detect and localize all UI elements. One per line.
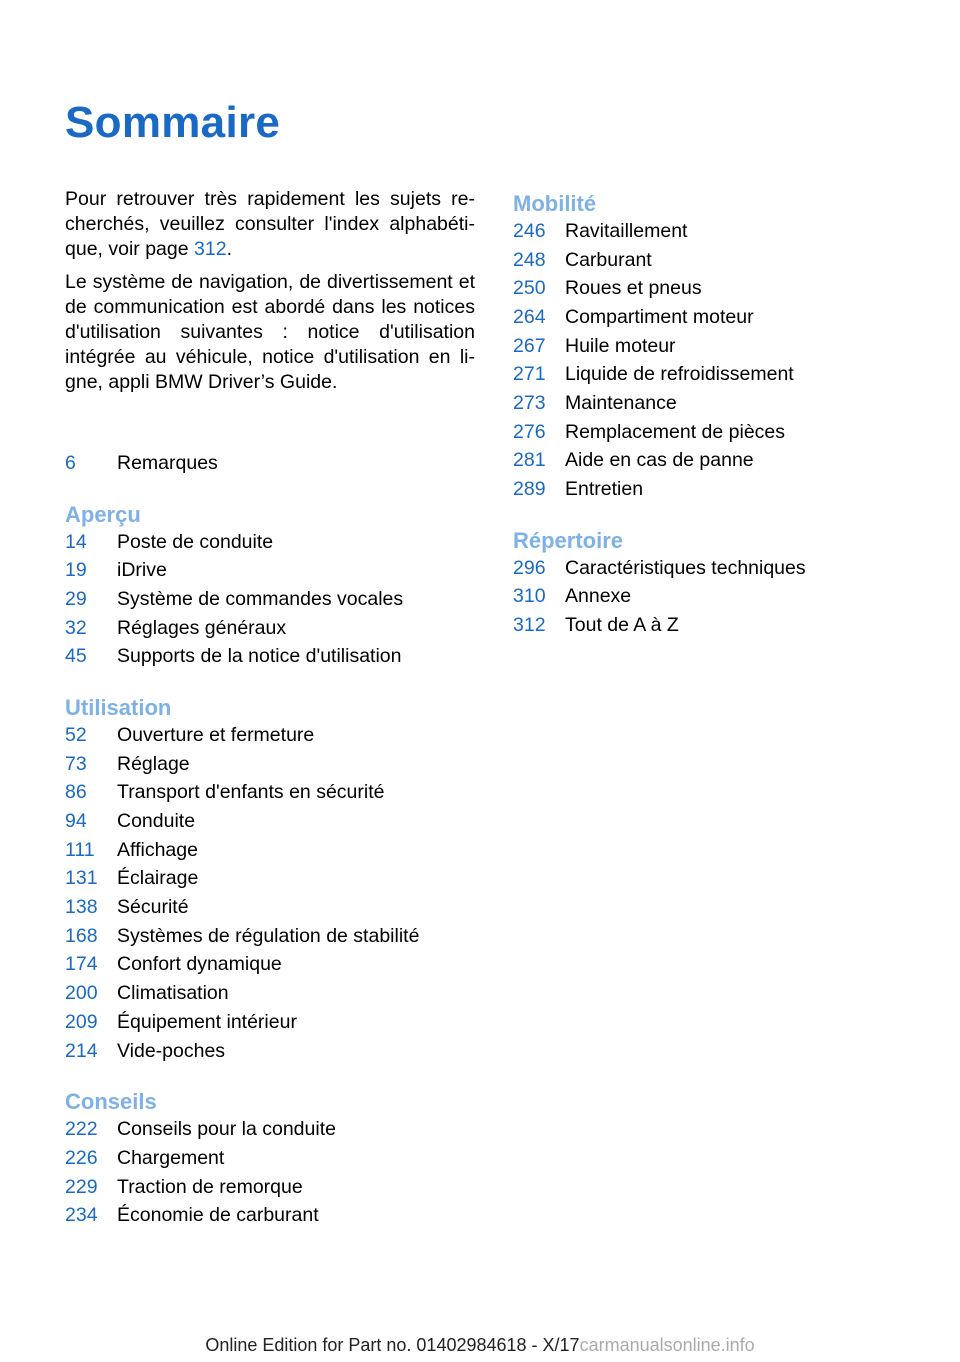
toc-entry-title[interactable]: Chargement xyxy=(117,1146,225,1169)
watermark-text: carmanualsonline.info xyxy=(579,1335,755,1355)
toc-entry-title[interactable]: Roues et pneus xyxy=(565,277,702,300)
section-heading: Aperçu xyxy=(65,501,141,527)
toc-entry[interactable] xyxy=(65,922,475,951)
toc-entry[interactable] xyxy=(513,418,923,447)
edition-text: Online Edition for Part no. 01402984618 - X/17 xyxy=(205,1335,580,1355)
toc-page-number[interactable]: 289 xyxy=(513,478,546,501)
toc-entry-title[interactable]: Tout de A à Z xyxy=(565,614,679,637)
section-heading: Répertoire xyxy=(513,527,624,553)
toc-entry[interactable] xyxy=(513,447,923,476)
toc-page-number[interactable]: 45 xyxy=(65,645,87,668)
toc-entry[interactable] xyxy=(513,583,923,612)
toc-entry[interactable] xyxy=(513,303,923,332)
toc-entry-title[interactable]: Éclairage xyxy=(117,867,199,890)
toc-entry[interactable] xyxy=(65,1115,475,1144)
toc-entry[interactable] xyxy=(65,1201,475,1230)
toc-section-mobilite xyxy=(513,187,923,504)
toc-entry[interactable] xyxy=(513,274,923,303)
toc-entry-title[interactable]: Conduite xyxy=(117,810,196,833)
toc-entry[interactable] xyxy=(65,642,475,671)
toc-entry-title[interactable]: Climatisation xyxy=(117,982,229,1005)
toc-page-number[interactable]: 73 xyxy=(65,752,87,775)
toc-page-number[interactable]: 14 xyxy=(65,530,87,553)
toc-page-number[interactable]: 226 xyxy=(65,1146,98,1169)
toc-entry[interactable] xyxy=(513,217,923,246)
toc-entry[interactable] xyxy=(65,836,475,865)
toc-entry[interactable] xyxy=(65,893,475,922)
section-heading: Conseils xyxy=(65,1089,157,1115)
toc-section-repertoire xyxy=(513,520,923,640)
toc-entry[interactable] xyxy=(513,389,923,418)
toc-entry-title[interactable]: Conseils pour la conduite xyxy=(117,1118,336,1141)
toc-entry-title[interactable]: Aide en cas de panne xyxy=(565,449,754,472)
toc-entry[interactable] xyxy=(65,585,475,614)
toc-page-number[interactable]: 111 xyxy=(65,838,95,861)
toc-entry-title[interactable]: Annexe xyxy=(565,585,632,608)
footer xyxy=(0,1335,960,1356)
toc-entry[interactable] xyxy=(65,951,475,980)
toc-page-number[interactable]: 276 xyxy=(513,420,546,443)
toc-page-number[interactable]: 209 xyxy=(65,1010,98,1033)
intro-text-part: . xyxy=(226,238,232,260)
toc-entry-title[interactable]: Remplacement de pièces xyxy=(565,420,786,443)
toc-entry-title[interactable]: Entretien xyxy=(565,478,644,501)
toc-entry[interactable] xyxy=(65,865,475,894)
toc-entry[interactable] xyxy=(65,1144,475,1173)
toc-entry-title[interactable]: Affichage xyxy=(117,838,198,861)
toc-entry-title[interactable]: Ravitaillement xyxy=(565,219,688,242)
toc-page-number[interactable]: 214 xyxy=(65,1039,98,1062)
toc-entry-title[interactable]: Caractéristiques techniques xyxy=(565,556,806,579)
toc-page-number[interactable]: 86 xyxy=(65,781,87,804)
toc-page-number[interactable]: 200 xyxy=(65,982,98,1005)
section-gap xyxy=(65,671,475,687)
section-gap xyxy=(513,504,923,520)
toc-entry-title[interactable]: iDrive xyxy=(117,559,167,582)
toc-entry-title[interactable]: Maintenance xyxy=(565,391,677,414)
toc-entry-title[interactable]: Équipement intérieur xyxy=(117,1010,297,1033)
toc-page-number[interactable]: 6 xyxy=(65,451,76,474)
toc-entry-title[interactable]: Carburant xyxy=(565,248,652,271)
toc-page-number[interactable]: 131 xyxy=(65,867,98,890)
toc-entry[interactable] xyxy=(65,1173,475,1202)
toc-entry[interactable] xyxy=(65,528,475,557)
toc-entry-title[interactable]: Vide-poches xyxy=(117,1039,226,1062)
toc-entry-title[interactable]: Supports de la notice d'utilisation xyxy=(117,645,402,668)
toc-page-number[interactable]: 267 xyxy=(513,334,546,357)
toc-entry-title[interactable]: Compartiment moteur xyxy=(565,305,754,328)
toc-entry-title[interactable]: Traction de remorque xyxy=(117,1175,303,1198)
intro-paragraph-1 xyxy=(65,187,475,262)
toc-page-number[interactable]: 138 xyxy=(65,896,98,919)
intro-paragraph-2: Le système de navigation, de divertissement et de communication est abordé dans les notices d'utilisation suivantes : notice d'utilisation intégrée au véhicule, notice d'utilisation en ligne, appli BMW Driver’s Guide. xyxy=(65,271,475,393)
toc-page-number[interactable]: 296 xyxy=(513,556,546,579)
toc-entry-title[interactable]: Huile moteur xyxy=(565,334,676,357)
toc-entry-title[interactable]: Confort dynamique xyxy=(117,953,282,976)
toc-page-number[interactable]: 271 xyxy=(513,363,546,386)
toc-entry[interactable] xyxy=(65,721,475,750)
toc-entry-title[interactable]: Remarques xyxy=(117,451,218,474)
toc-entry[interactable] xyxy=(65,1008,475,1037)
toc-entry[interactable] xyxy=(513,332,923,361)
toc-page-number[interactable]: 222 xyxy=(65,1118,98,1141)
toc-entry[interactable] xyxy=(65,979,475,1008)
toc-page-number[interactable]: 273 xyxy=(513,391,546,414)
toc-page-number[interactable]: 94 xyxy=(65,810,87,833)
toc-page-number[interactable]: 32 xyxy=(65,616,87,639)
toc-right-sections xyxy=(513,187,923,640)
toc-entry[interactable] xyxy=(65,807,475,836)
toc-entry-title[interactable]: Liquide de refroidissement xyxy=(565,363,794,386)
intro-text xyxy=(65,187,475,395)
toc-page-number[interactable]: 29 xyxy=(65,587,87,610)
toc-entry[interactable] xyxy=(65,556,475,585)
toc-entry[interactable] xyxy=(65,779,475,808)
toc-entry[interactable] xyxy=(513,475,923,504)
toc-section-conseils xyxy=(65,1081,475,1230)
toc-page-number[interactable]: 19 xyxy=(65,559,87,582)
toc-page-number[interactable]: 312 xyxy=(513,614,546,637)
left-column xyxy=(65,187,475,1230)
toc-entry[interactable] xyxy=(513,246,923,275)
index-page-link[interactable]: 312 xyxy=(194,238,227,260)
toc-page-number[interactable]: 248 xyxy=(513,248,546,271)
toc-entry-title[interactable]: Ouverture et fermeture xyxy=(117,723,315,746)
toc-entry-title[interactable]: Économie de carburant xyxy=(117,1204,319,1227)
toc-entry[interactable] xyxy=(65,1037,475,1066)
toc-page-number[interactable]: 52 xyxy=(65,723,87,746)
intro-text-part: Pour retrouver très rapidement les sujets recherchés, veuillez consulter l'index alphabétique, voir page xyxy=(65,188,475,260)
toc-page-number[interactable]: 310 xyxy=(513,585,546,608)
toc-entry-title[interactable]: Réglage xyxy=(117,752,190,775)
toc-entry[interactable] xyxy=(65,614,475,643)
toc-section-apercu xyxy=(65,494,475,671)
toc-page-number[interactable]: 229 xyxy=(65,1175,98,1198)
toc-entry[interactable] xyxy=(513,611,923,640)
section-heading: Mobilité xyxy=(513,191,597,216)
toc-entry[interactable] xyxy=(65,750,475,779)
toc-entry-title[interactable]: Systèmes de régulation de stabilité xyxy=(117,924,420,947)
toc-page-number[interactable]: 168 xyxy=(65,924,98,947)
toc-entry-title[interactable]: Réglages généraux xyxy=(117,616,287,639)
page-title: Sommaire xyxy=(65,98,281,147)
right-column xyxy=(513,187,923,640)
toc-entry[interactable] xyxy=(513,554,923,583)
toc-page-number[interactable]: 246 xyxy=(513,219,546,242)
toc-section-utilisation xyxy=(65,687,475,1065)
toc-entry[interactable] xyxy=(513,360,923,389)
toc-entry-title[interactable]: Système de commandes vocales xyxy=(117,587,404,610)
toc-entry-title[interactable]: Poste de conduite xyxy=(117,530,274,553)
toc-page-number[interactable]: 281 xyxy=(513,449,546,472)
toc-page-number[interactable]: 174 xyxy=(65,953,98,976)
toc-page-number[interactable]: 264 xyxy=(513,305,546,328)
section-gap xyxy=(65,1065,475,1081)
section-heading: Utilisation xyxy=(65,695,172,721)
toc-page-number[interactable]: 250 xyxy=(513,277,546,300)
toc-entry-remarques[interactable] xyxy=(65,449,475,478)
toc-entry-title[interactable]: Sécurité xyxy=(117,896,189,919)
toc-entry-title[interactable]: Transport d'enfants en sécurité xyxy=(117,781,385,804)
toc-left-sections xyxy=(65,494,475,1230)
toc-page-number[interactable]: 234 xyxy=(65,1204,98,1227)
